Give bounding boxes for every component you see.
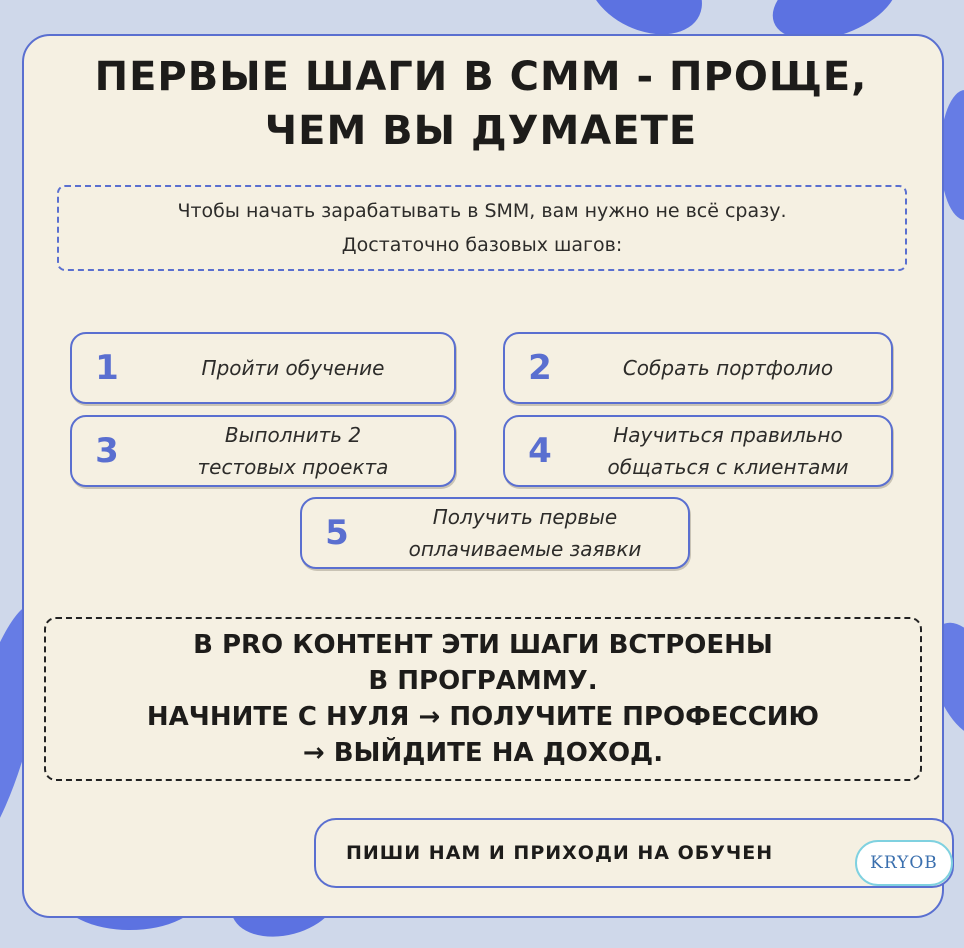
title-line-1: ПЕРВЫЕ ШАГИ В СММ - ПРОЩЕ, (94, 54, 868, 100)
step-label (142, 419, 454, 483)
step-label (575, 352, 891, 384)
step-1-card (70, 332, 456, 404)
intro-line-2: Достаточно базовых шагов: (341, 234, 623, 256)
step-number: 1 (95, 348, 119, 388)
page-title (22, 50, 940, 158)
step-number: 5 (325, 513, 349, 553)
step-number: 3 (95, 431, 119, 471)
title-line-2: ЧЕМ ВЫ ДУМАЕТЕ (264, 108, 698, 154)
brand-logo (855, 840, 953, 886)
step-label-line: Получить первые (432, 505, 618, 529)
step-5-card (300, 497, 690, 569)
intro-line-1: Чтобы начать зарабатывать в SMM, вам нужно не всё сразу. (177, 200, 787, 222)
pro-line-3: НАЧНИТЕ С НУЛЯ → ПОЛУЧИТЕ ПРОФЕССИЮ (146, 702, 820, 732)
step-label-line: Выполнить 2 (224, 423, 362, 447)
step-4-card (503, 415, 893, 487)
step-label-line: Пройти обучение (201, 356, 385, 380)
step-label (372, 501, 688, 565)
pro-line-2: В ПРОГРАММУ. (368, 666, 598, 696)
step-3-card (70, 415, 456, 487)
step-label (142, 352, 454, 384)
step-label-line: тестовых проекта (197, 455, 389, 479)
pro-line-4: → ВЫЙДИТЕ НА ДОХОД. (302, 738, 664, 768)
step-number: 2 (528, 348, 552, 388)
intro-box (57, 185, 907, 271)
step-label-line: Собрать портфолио (622, 356, 834, 380)
step-number: 4 (528, 431, 552, 471)
pro-line-1: В PRO КОНТЕНТ ЭТИ ШАГИ ВСТРОЕНЫ (193, 630, 773, 660)
cta-label: ПИШИ НАМ И ПРИХОДИ НА ОБУЧЕН (346, 842, 774, 864)
logo-text: KRYOB (870, 853, 938, 873)
step-label-line: Научиться правильно (613, 423, 843, 447)
step-label (575, 419, 891, 483)
step-label-line: оплачиваемые заявки (408, 537, 642, 561)
step-label-line: общаться с клиентами (607, 455, 849, 479)
step-2-card (503, 332, 893, 404)
pro-callout (44, 617, 922, 781)
